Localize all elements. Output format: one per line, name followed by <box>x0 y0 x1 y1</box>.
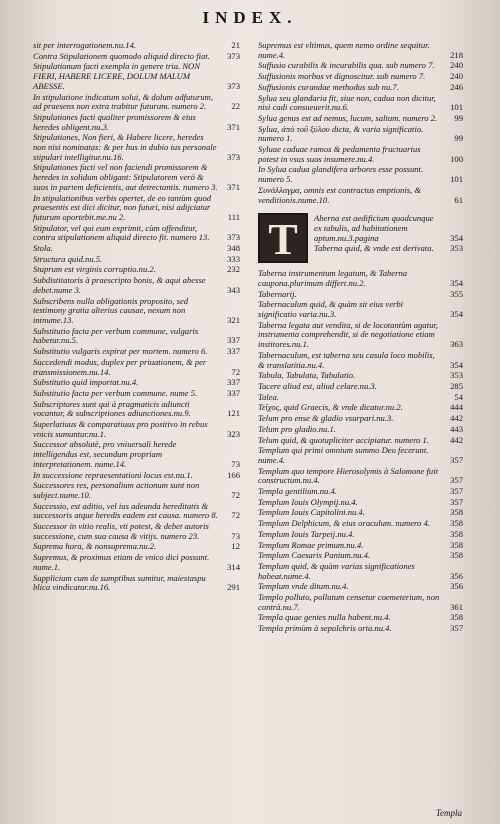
entry-text: Tacere aliud est, aliud celare.nu.3. <box>258 380 377 391</box>
entry-text: Templum Delphicum, & eius oraculum. numero 4. <box>258 518 430 529</box>
index-entry <box>258 393 463 403</box>
right-column-top <box>258 41 463 205</box>
entry-text: Templum Iouis Olympij.nu.4. <box>258 496 358 507</box>
entry-text: Contra Stipulationem quomodo aliquid directo fiat. <box>33 50 210 61</box>
entry-text: Succedendi modus, duplex per priuationem, & per transmissionem.nu.14. <box>33 356 207 377</box>
page-number: 373 <box>227 50 240 61</box>
index-entry <box>258 165 463 184</box>
index-entry <box>258 562 463 581</box>
entry-text: Taberna instrumentum legatum, & Taberna caupona.plurimum differt.nu.2. <box>258 268 408 288</box>
entry-text: Telum pro gladio.nu.1. <box>258 423 336 434</box>
catchword: Templa <box>435 808 462 818</box>
index-entry <box>33 502 240 521</box>
entry-text: Suffusionis morbus vt dignoscitur. sub numero 7. <box>258 71 426 82</box>
page-number: 337 <box>227 335 240 346</box>
entry-text: Superlatiuus & comparatiuus pro positivo in rebus vnicis sumuntur.nu.1. <box>33 419 208 439</box>
page-number: 357 <box>450 454 463 465</box>
index-entry <box>33 420 240 439</box>
right-column-bottom <box>258 269 463 634</box>
index-entry <box>33 163 240 192</box>
entry-text: Stuprum est virginis corruptio.nu.2. <box>33 264 156 275</box>
index-entry <box>33 481 240 500</box>
entry-text: Templum Caesaris Panium.nu.4. <box>258 550 371 561</box>
page-number: 371 <box>227 121 240 132</box>
entry-text: Tabernaculum, est taberna seu casula loco mobilis, & translatitia.nu.4. <box>258 349 435 370</box>
index-entry <box>33 133 240 162</box>
page-number: 285 <box>450 380 463 391</box>
page-header: INDEX. <box>202 8 298 27</box>
page-number: 232 <box>227 264 240 275</box>
page-number: 357 <box>450 475 463 486</box>
page-number: 22 <box>231 101 240 112</box>
index-entry <box>258 403 463 413</box>
page-number: 442 <box>450 434 463 445</box>
entry-text: Templum qui primi omnium summo Deo fecerunt. nume.4. <box>258 445 429 465</box>
page-number: 101 <box>450 102 463 113</box>
page-number: 358 <box>450 550 463 561</box>
entry-text: Supremus est vltimus, quem nemo ordine sequitur. nume.4. <box>258 40 430 60</box>
page-number: 111 <box>227 211 240 222</box>
page-number: 444 <box>450 402 463 413</box>
index-entry <box>33 224 240 243</box>
entry-text: Successio, est aditio, vel ius adeunda hereditatis & successoris atque heredis eadem est causa. numero 8. <box>33 500 218 521</box>
page-number: 100 <box>450 153 463 164</box>
entry-text: Templum quo tempore Hierosolymis à Salomone fuit constructum.nu.4. <box>258 465 438 486</box>
entry-text: Tabernaculum quid, & quàm sit eius verbi significatio varia.nu.3. <box>258 299 404 320</box>
page-number: 443 <box>450 423 463 434</box>
index-entry <box>258 519 463 529</box>
index-entry <box>258 624 463 634</box>
page-number: 353 <box>450 370 463 381</box>
left-column <box>33 40 240 593</box>
index-entry <box>258 321 463 350</box>
entry-text: Substitutio facta per verbum commune. nume 5. <box>33 387 198 398</box>
page-number: 291 <box>227 582 240 593</box>
entry-text: Successores res, personalium actionum sunt non subject.nume.10. <box>33 480 200 500</box>
index-entry <box>33 347 240 357</box>
index-entry <box>258 186 463 205</box>
index-entry <box>33 358 240 377</box>
entry-text: Suprema hora, & nonsuprema.nu.2. <box>33 541 157 552</box>
index-entry <box>33 52 240 62</box>
page-number: 314 <box>227 561 240 572</box>
index-entry <box>258 425 463 435</box>
page-number: 12 <box>231 541 240 552</box>
index-entry <box>258 436 463 446</box>
page-number: 246 <box>450 81 463 92</box>
entry-text: Stipulator, vel qui eum exprimit, cùm offenditur, contra stipulationem aliquid directo fit. numero 13. <box>33 222 210 243</box>
index-entry <box>258 498 463 508</box>
entry-text: Taberna legata aut vendita, si de locotantùm agatur, instrumenta comprehendit, si de negotiatione etiam institores.nu.1. <box>258 319 438 350</box>
entry-text: Subdistitatoris à praescripto bonis, & aqui abesse debet.nume 3. <box>33 275 206 295</box>
entry-text: Stipulationum facti exempla in genere tria. NON FIERI, HABERE LICERE, DOLUM MALUM ABESSE. <box>33 61 200 91</box>
page-number: 357 <box>450 486 463 497</box>
entry-text: Templum quid, & quàm varias significationes habeat.nume.4. <box>258 560 415 581</box>
page-number: 218 <box>450 49 463 60</box>
entry-text: Templa primùm à sepulchris orta.nu.4. <box>258 623 392 634</box>
entry-text: Tabula, Tabulata, Tabulatio. <box>258 370 356 381</box>
entry-text: Telum pro ense & gladio vsurpari.nu.3. <box>258 413 394 424</box>
entry-text: Stipulationes facti qualiter promissorem & eius heredes obligent.nu.3. <box>33 111 196 132</box>
index-entry <box>33 327 240 346</box>
page-number: 354 <box>450 309 463 320</box>
page-number: 240 <box>450 60 463 71</box>
index-entry <box>258 382 463 392</box>
entry-text: Telum quid, & quotupliciter accipiatur. numero 1. <box>258 434 429 445</box>
page-number: 337 <box>227 377 240 388</box>
entry-text: Aberna est aedificium quodcunque ex tabulis, ad habitationem aptum.nu.3.pagina <box>314 213 434 243</box>
index-entry <box>258 41 463 60</box>
page-number: 321 <box>227 314 240 325</box>
page-number: 358 <box>450 518 463 529</box>
entry-text: Stipulationes facti vel non faciendi promissorem & heredes in solidum obligant: Stipulatorem verò & suos in partem deficientis, aut detrectantis. numero 3. <box>33 162 218 192</box>
index-entry <box>258 371 463 381</box>
entry-text: Templo polluto, pollutum censetur coemeterium, non contrà.nu.7. <box>258 592 440 612</box>
entry-text: In Sylua cadua glandifera arbores esse possunt. numero 5. <box>258 164 424 185</box>
page-number: 442 <box>450 413 463 424</box>
page-number: 358 <box>450 539 463 550</box>
entry-text: Substitutio facta per verbum commune, vulgaris habetur.nu.5. <box>33 325 199 346</box>
index-entry <box>258 414 463 424</box>
index-entry <box>314 244 463 254</box>
index-entry <box>33 297 240 326</box>
entry-text: In stipulationibus verbis opertet, de eo tantùm quod praesentis est dici dicitur, non futuri, nisi adijciatur futurum oportebit.me.nu 2. <box>33 192 212 222</box>
page-number: 355 <box>450 288 463 299</box>
page-number: 99 <box>454 133 463 144</box>
page-number: 21 <box>231 40 240 50</box>
page-number: 354 <box>450 359 463 370</box>
index-entry <box>258 145 463 164</box>
index-entry <box>258 487 463 497</box>
initial-block <box>258 213 463 267</box>
entry-text: Templa quae gentes nulla habent.nu.4. <box>258 612 391 623</box>
entry-text: Supplicium cum de sumptibus sumitur, maiestaspu blica vindicatur.nu.16. <box>33 572 206 593</box>
page-number: 358 <box>450 528 463 539</box>
index-entry <box>258 551 463 561</box>
index-entry <box>33 378 240 388</box>
index-entry <box>258 83 463 93</box>
entry-text: Sylua genus est ad nemus, lucum, saltum. numero 2. <box>258 112 438 123</box>
entry-text: Τεῖχος, quid Graecis, & vnde dicatur.nu.2. <box>258 402 403 413</box>
index-entry <box>33 400 240 419</box>
entry-text: Sylua seu glandaria fit, siue non, cadua non dicitur, nisi cadi consueuerit.nu.6. <box>258 92 436 113</box>
index-entry <box>33 255 240 265</box>
page-number: 361 <box>450 601 463 612</box>
page-number: 337 <box>227 387 240 398</box>
page-number: 371 <box>227 181 240 192</box>
index-entry <box>258 125 463 144</box>
index-entry <box>33 542 240 552</box>
index-entry <box>314 214 463 243</box>
index-entry <box>33 389 240 399</box>
page-number: 54 <box>454 391 463 402</box>
index-entry <box>258 114 463 124</box>
index-entry <box>258 72 463 82</box>
index-entry <box>258 541 463 551</box>
page-number: 356 <box>450 581 463 592</box>
page-number: 358 <box>450 507 463 518</box>
index-entry <box>258 530 463 540</box>
page-number: 353 <box>450 243 463 254</box>
page-number: 61 <box>454 194 463 205</box>
page-number: 348 <box>227 243 240 254</box>
entry-text: Templa gentilium.nu.4. <box>258 486 337 497</box>
initial-lines <box>314 213 463 254</box>
entry-text: Subscriptores sunt qui à pragmaticis adiuncti vocantur, & subscriptiones adiunctiones.nu.9. <box>33 398 191 419</box>
index-entry <box>258 351 463 370</box>
entry-text: Substitutio quid importat.nu.4. <box>33 377 139 388</box>
entry-text: Taberna quid, & vnde est derivata. <box>314 243 434 254</box>
page-number: 72 <box>231 489 240 500</box>
entry-text: Successor absolutè, pro vniuersali herede intelligendus est, secundum propriam interpretationem. nume.14. <box>33 439 177 469</box>
page-number: 373 <box>227 80 240 91</box>
entry-text: Templum Iouis Capitolini.nu.4. <box>258 507 365 518</box>
page-number: 373 <box>227 232 240 243</box>
entry-text: Templum Romae primum.nu.4. <box>258 539 364 550</box>
index-entry <box>33 41 240 51</box>
entry-text: Structura quid.nu.5. <box>33 253 103 264</box>
index-entry <box>33 440 240 469</box>
entry-text: Supremus, & proximus etiam de vnico dici possunt. nume.1. <box>33 552 210 572</box>
index-entry <box>33 93 240 112</box>
index-entry <box>258 467 463 486</box>
entry-text: sit per interrogationem.nu.14. <box>33 40 137 50</box>
page-number: 373 <box>227 151 240 162</box>
decorated-initial: T <box>258 213 308 263</box>
page-number: 121 <box>227 408 240 419</box>
index-entry <box>258 613 463 623</box>
page-number: 357 <box>450 623 463 634</box>
entry-text: Sylua, ἀπὸ τοῦ ξύλου dicta, & varia significatio. numero 1. <box>258 123 424 144</box>
index-entry <box>33 471 240 481</box>
entry-text: Syluae caduae ramos & pedamenta fructuarius potest in vsus suos insumere.nu.4. <box>258 144 421 164</box>
index-entry <box>33 276 240 295</box>
page-number: 72 <box>231 510 240 521</box>
page-number: 337 <box>227 346 240 357</box>
index-entry <box>33 62 240 91</box>
index-entry <box>258 269 463 288</box>
entry-text: Talea. <box>258 391 279 402</box>
entry-text: Successor in vitio realis, vti potest, & debet autoris successione, cum sua causa & vitijs. numero 23. <box>33 521 209 541</box>
entry-text: Subscribens nulla obligationis proposito, sed testimony gratia alterius causae, nexum non intnume.13. <box>33 295 189 325</box>
index-entry <box>258 290 463 300</box>
index-entry <box>258 300 463 319</box>
right-column <box>258 40 463 634</box>
page-number: 333 <box>227 253 240 264</box>
entry-text: Templum vnde ditum.nu.4. <box>258 581 349 592</box>
page-number: 343 <box>227 284 240 295</box>
entry-text: Tabernarij. <box>258 288 297 299</box>
index-entry <box>33 194 240 223</box>
entry-text: In stipulatione indicatum solui, & dolum adfuturum, ad praesens non extra trabitur futurum. numero 2. <box>33 91 213 112</box>
entry-text: Συνάλλαγμα, omnis est contractus emptionis, & venditionis.nume.10. <box>258 184 422 205</box>
index-entry <box>258 593 463 612</box>
index-entry <box>33 574 240 593</box>
entry-text: Suffusionis curandae methodus sub nu.7. <box>258 81 399 92</box>
page-number: 363 <box>450 339 463 350</box>
index-entry <box>33 244 240 254</box>
index-entry <box>258 94 463 113</box>
index-entry <box>258 582 463 592</box>
page-number: 323 <box>227 428 240 439</box>
index-entry <box>33 265 240 275</box>
entry-text: Templum Iouis Tarpeij.nu.4. <box>258 528 355 539</box>
entry-text: Stola. <box>33 243 53 254</box>
page-number: 240 <box>450 71 463 82</box>
page-number: 73 <box>231 530 240 541</box>
page-number: 354 <box>450 277 463 288</box>
page-number: 72 <box>231 366 240 377</box>
page-number: 354 <box>450 232 463 243</box>
index-entry <box>258 446 463 465</box>
index-entry <box>33 522 240 541</box>
index-entry <box>258 61 463 71</box>
entry-text: Substitutio vulgaris expirat per mortem. numero 6. <box>33 346 208 357</box>
index-entry <box>258 508 463 518</box>
page-number: 99 <box>454 112 463 123</box>
entry-text: Suffusio curabilis & incurabilis qua. sub numero 7. <box>258 60 435 71</box>
entry-text: In successione repraesentationi locus est.nu.1. <box>33 469 193 480</box>
index-entry <box>33 553 240 572</box>
entry-text: Stipulationes, Non fieri, & Habere licere, heredes non nisi nominatas: & per hus in dubio ius personale stipulari intelligitur.nu.16. <box>33 132 217 162</box>
page-number: 166 <box>227 469 240 480</box>
page-number: 73 <box>231 458 240 469</box>
index-entry <box>33 113 240 132</box>
page-number: 357 <box>450 496 463 507</box>
page-number: 356 <box>450 570 463 581</box>
page-number: 101 <box>450 174 463 185</box>
page-number: 358 <box>450 612 463 623</box>
